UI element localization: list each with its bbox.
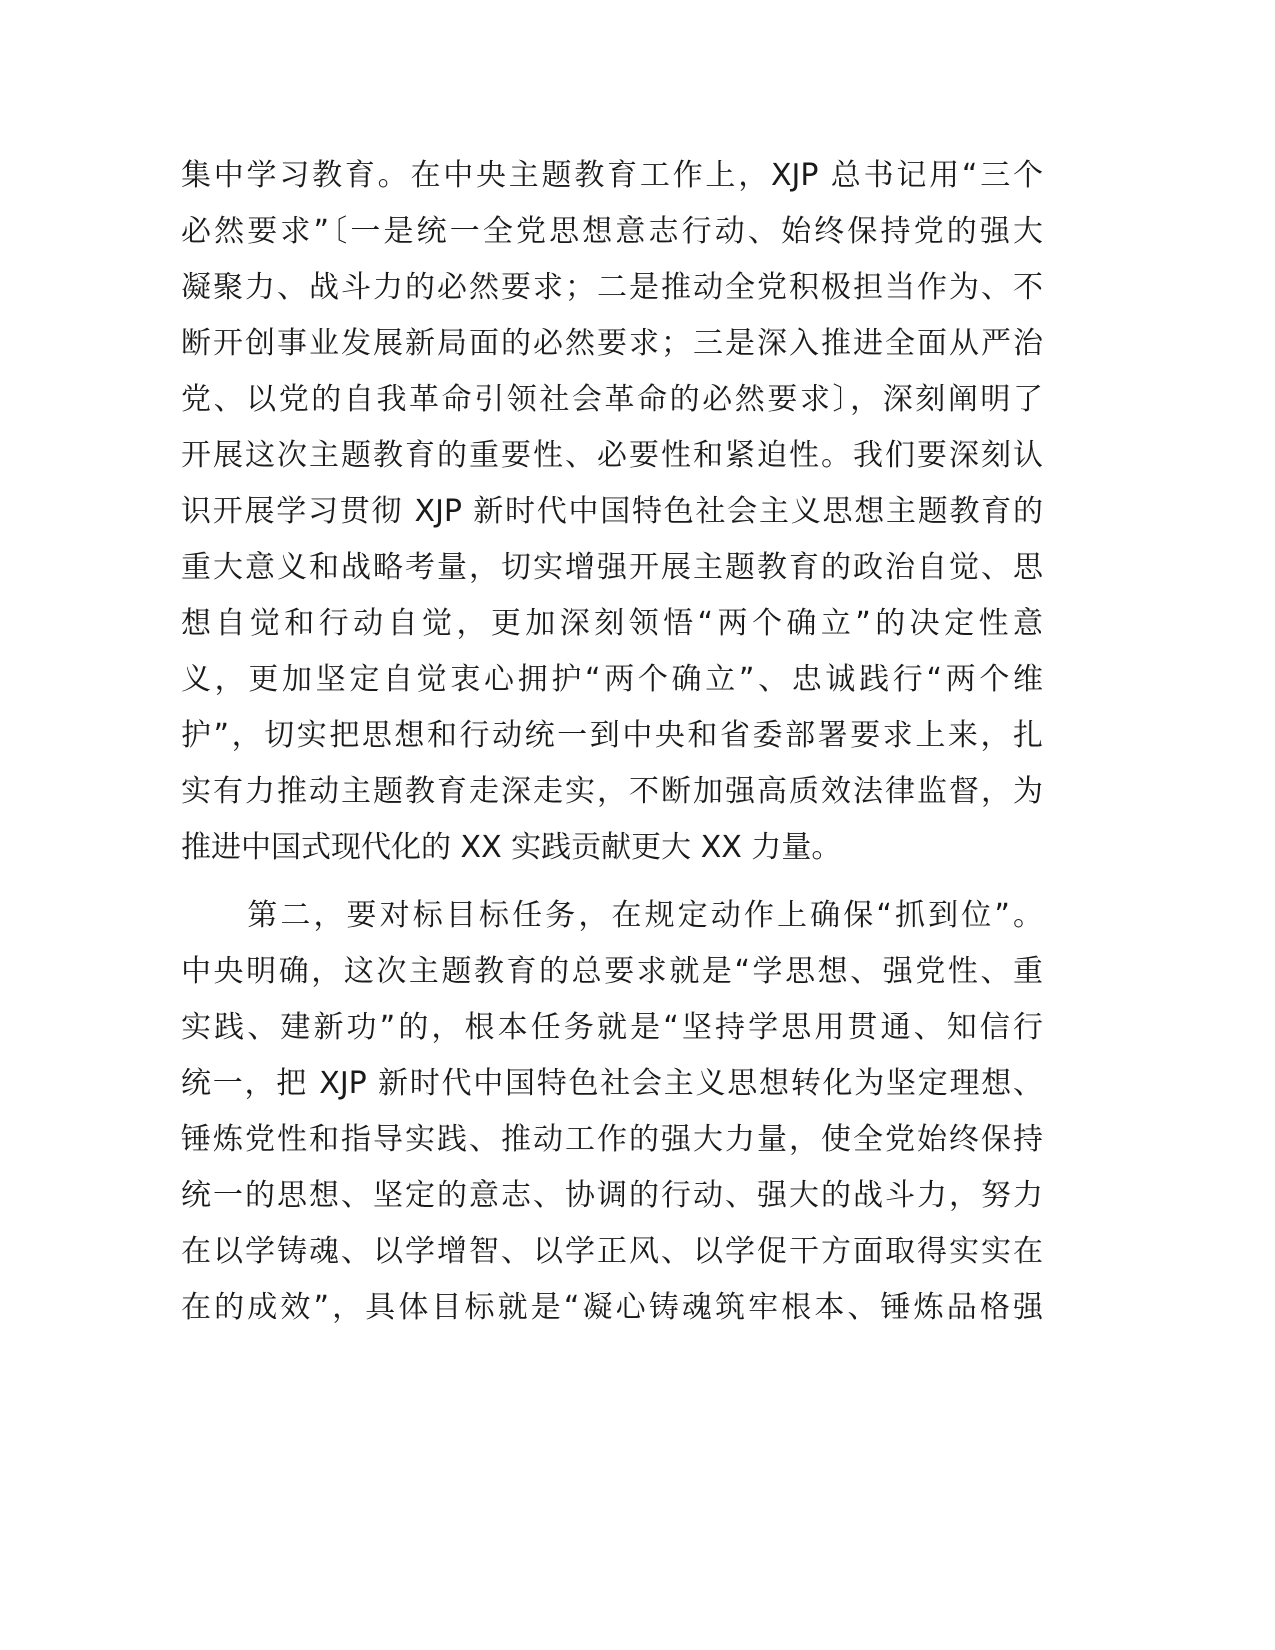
text-line: 必然要求”〔一是统一全党思想意志行动、始终保持党的强大 — [181, 214, 1043, 249]
text-line: 护”，切实把思想和行动统一到中央和省委部署要求上来，扎 — [181, 718, 1043, 753]
text-line: 集中学习教育。在中央主题教育工作上，XJP 总书记用“三个 — [181, 158, 1043, 193]
text-line: 统一的思想、坚定的意志、协调的行动、强大的战斗力，努力 — [181, 1178, 1043, 1213]
text-line: 在的成效”，具体目标就是“凝心铸魂筑牢根本、锤炼品格强 — [181, 1290, 1043, 1325]
text-line: 实有力推动主题教育走深走实，不断加强高质效法律监督，为 — [181, 774, 1043, 809]
text-line: 断开创事业发展新局面的必然要求；三是深入推进全面从严治 — [181, 326, 1043, 361]
paragraph-first-line: 第二，要对标目标任务，在规定动作上确保“抓到位”。 — [181, 898, 1043, 933]
text-line: 中央明确，这次主题教育的总要求就是“学思想、强党性、重 — [181, 954, 1043, 989]
text-line: 想自觉和行动自觉，更加深刻领悟“两个确立”的决定性意 — [181, 606, 1043, 641]
text-line: 锤炼党性和指导实践、推动工作的强大力量，使全党始终保持 — [181, 1122, 1043, 1157]
text-line: 在以学铸魂、以学增智、以学正风、以学促干方面取得实实在 — [181, 1234, 1043, 1269]
text-line: 凝聚力、战斗力的必然要求；二是推动全党积极担当作为、不 — [181, 270, 1043, 305]
text-line: 党、以党的自我革命引领社会革命的必然要求〕，深刻阐明了 — [181, 382, 1043, 417]
text-line: 实践、建新功”的，根本任务就是“坚持学思用贯通、知信行 — [181, 1010, 1043, 1045]
document-body — [181, 148, 1043, 1336]
paragraph-last-line: 推进中国式现代化的 XX 实践贡献更大 XX 力量。 — [181, 830, 842, 865]
text-line: 识开展学习贯彻 XJP 新时代中国特色社会主义思想主题教育的 — [181, 494, 1043, 529]
text-line: 重大意义和战略考量，切实增强开展主题教育的政治自觉、思 — [181, 550, 1043, 585]
text-line: 开展这次主题教育的重要性、必要性和紧迫性。我们要深刻认 — [181, 438, 1043, 473]
text-line: 义，更加坚定自觉衷心拥护“两个确立”、忠诚践行“两个维 — [181, 662, 1043, 697]
text-line: 统一，把 XJP 新时代中国特色社会主义思想转化为坚定理想、 — [181, 1066, 1043, 1101]
